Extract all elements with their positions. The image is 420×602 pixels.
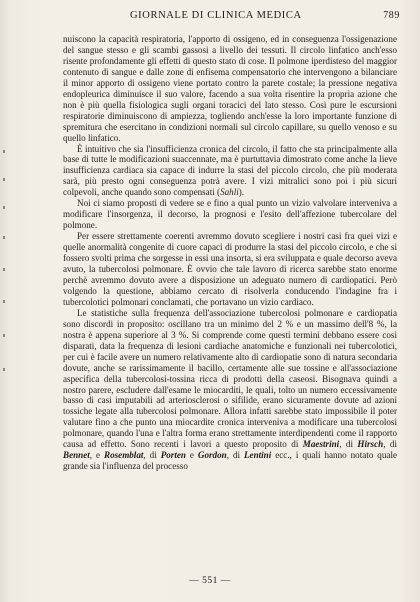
paragraph: [63, 198, 397, 231]
author-name: Hirsch: [357, 439, 384, 450]
author-name: Bennet: [63, 450, 90, 461]
author-name: Sahli: [220, 187, 239, 198]
author-name: Gordon: [197, 450, 227, 461]
text-run: ecc., i quali hanno notato quale grande sia l'influenza del processo: [63, 450, 398, 472]
author-name: Porten: [160, 450, 186, 461]
text-run: Le statistiche sulla frequenza dell'associazione tubercolosi polmonare e cardiopatia sono discordi in proposito: oscillano tra un minimo del 2 % e un massimo dell'8 %, la nostra è appena superiore al 3 %. Si comprende come questi termini debbano essere così disparati, data la frequenza di lesioni cardiache anatomiche e funzionali nei tubercolotici, per cui è facile avere un numero relativamente alto di cardiopatie sono di natura secondaria dovute, anche se rarissimamente il bacillo, certamente alle sue tossine e all'associazione aspecifica della tubercolosi-tossina ricca di prodotti della caseosi. Bisognava quindi a nostro parere, escludere dall'esame le miocarditi, le quali, tolto un numero eccessivamente basso di casi imputabili ad arteriosclerosi o sifilide, erano sicuramente dovute ad azioni tossiche legate alla tubercolosi polmonare. Allora infatti sarebbe stato impossibile il poter valutare fino a che punto una miocardite cronica interveniva a modificare una tubercolosi polmonare, quando l'una e l'altra forma erano strettamente interdipendenti come il rapporto causa ad effetto. Sono recenti i lavori a questo proposito di: [63, 307, 397, 450]
text-run: nuiscono la capacità respiratoria, l'apporto di ossigeno, ed in conseguenza l'ossigenazione del sangue stesso e gli scambi gassosi a livello dei tessuti. Il circolo linfatico anch'esso risente profondamente gli effetti di questo stato di cose. Il polmone iperdisteso del maggior contenuto di sangue e dalle zone di enfisema compensatorio che intervengono a bilanciare il minor apporto di ossigeno viene portato contro la parete costale; la pressione negativa endopleurica diminuisce il suo valore, facendo a sua volta risentire la propria azione che non è più quella fisiologica sugli organi toracici del lato stesso. Così pure le escursioni respiratorie diminuiscono di ampiezza, togliendo anch'esse la loro importante funzione di spremitura che esercitano in condizioni normali sul circolo capillare, su quello venoso e su quello linfatico.: [63, 34, 397, 143]
text-run: , di: [143, 450, 161, 461]
paragraph: [63, 34, 397, 144]
text-run: ).: [238, 187, 245, 198]
author-name: Maestrini: [302, 439, 340, 450]
text-run: È intuitivo che sia l'insufficienza cronica del circolo, il fatto che sta principalmente alla base di tutte le modificazioni suaccennate, ma è purtuttavia dimostrato come anche la lieve insufficienza cardiaca sia capace di indurre la stasi del piccolo circolo, che più moderata sarà, più presto ogni conseguenza potrà avere. I vizi mitralici sono poi i più sicuri colpevoli, anche quando sono compensati (: [63, 143, 397, 198]
text-run: , di: [226, 450, 244, 461]
author-name: Lentini: [243, 450, 272, 461]
page-footer: [0, 576, 420, 586]
page-number: 789: [383, 10, 400, 21]
paragraph: [63, 308, 397, 472]
article-body: [63, 34, 397, 472]
author-name: Rosemblat: [104, 450, 144, 461]
text-run: , di: [339, 439, 358, 450]
text-run: Per essere strettamente coerenti avremmo dovuto scegliere i nostri casi fra quei vizi e quelle anormalità congenite di cuore capaci di produrre la stasi del piccolo circolo, e che si fossero svolti prima che sorgesse in essi una insorta, si era sviluppata e quale decorso aveva avuto, la tubercolosi polmonare. È ovvio che tale lavoro di ricerca sarebbe stato enorme perchè avremmo dovuto avere a disposizione un adeguato numero di cardiopatici. Però volgendo la questione, abbiamo cercato di risolverla conducendo l'indagine fra i tubercolotici polmonari conclamati, che portavano un vizio cardiaco.: [63, 231, 397, 307]
paragraph: [63, 231, 397, 308]
margin-scan-marks: [3, 150, 7, 390]
text-run: , e: [89, 450, 104, 461]
text-run: e: [185, 450, 198, 461]
running-header: [60, 10, 400, 26]
text-run: Noi ci siamo proposti di vedere se e fino a qual punto un vizio valvolare interveniva a modificare l'insorgenza, il decorso, la prognosi e l'esito dell'affezione tubercolare del polmone.: [63, 198, 397, 231]
journal-title: GIORNALE DI CLINICA MEDICA: [130, 10, 302, 21]
footer-page-label: — 551 —: [189, 576, 231, 586]
text-run: , di: [383, 439, 397, 450]
paragraph: [63, 144, 397, 199]
